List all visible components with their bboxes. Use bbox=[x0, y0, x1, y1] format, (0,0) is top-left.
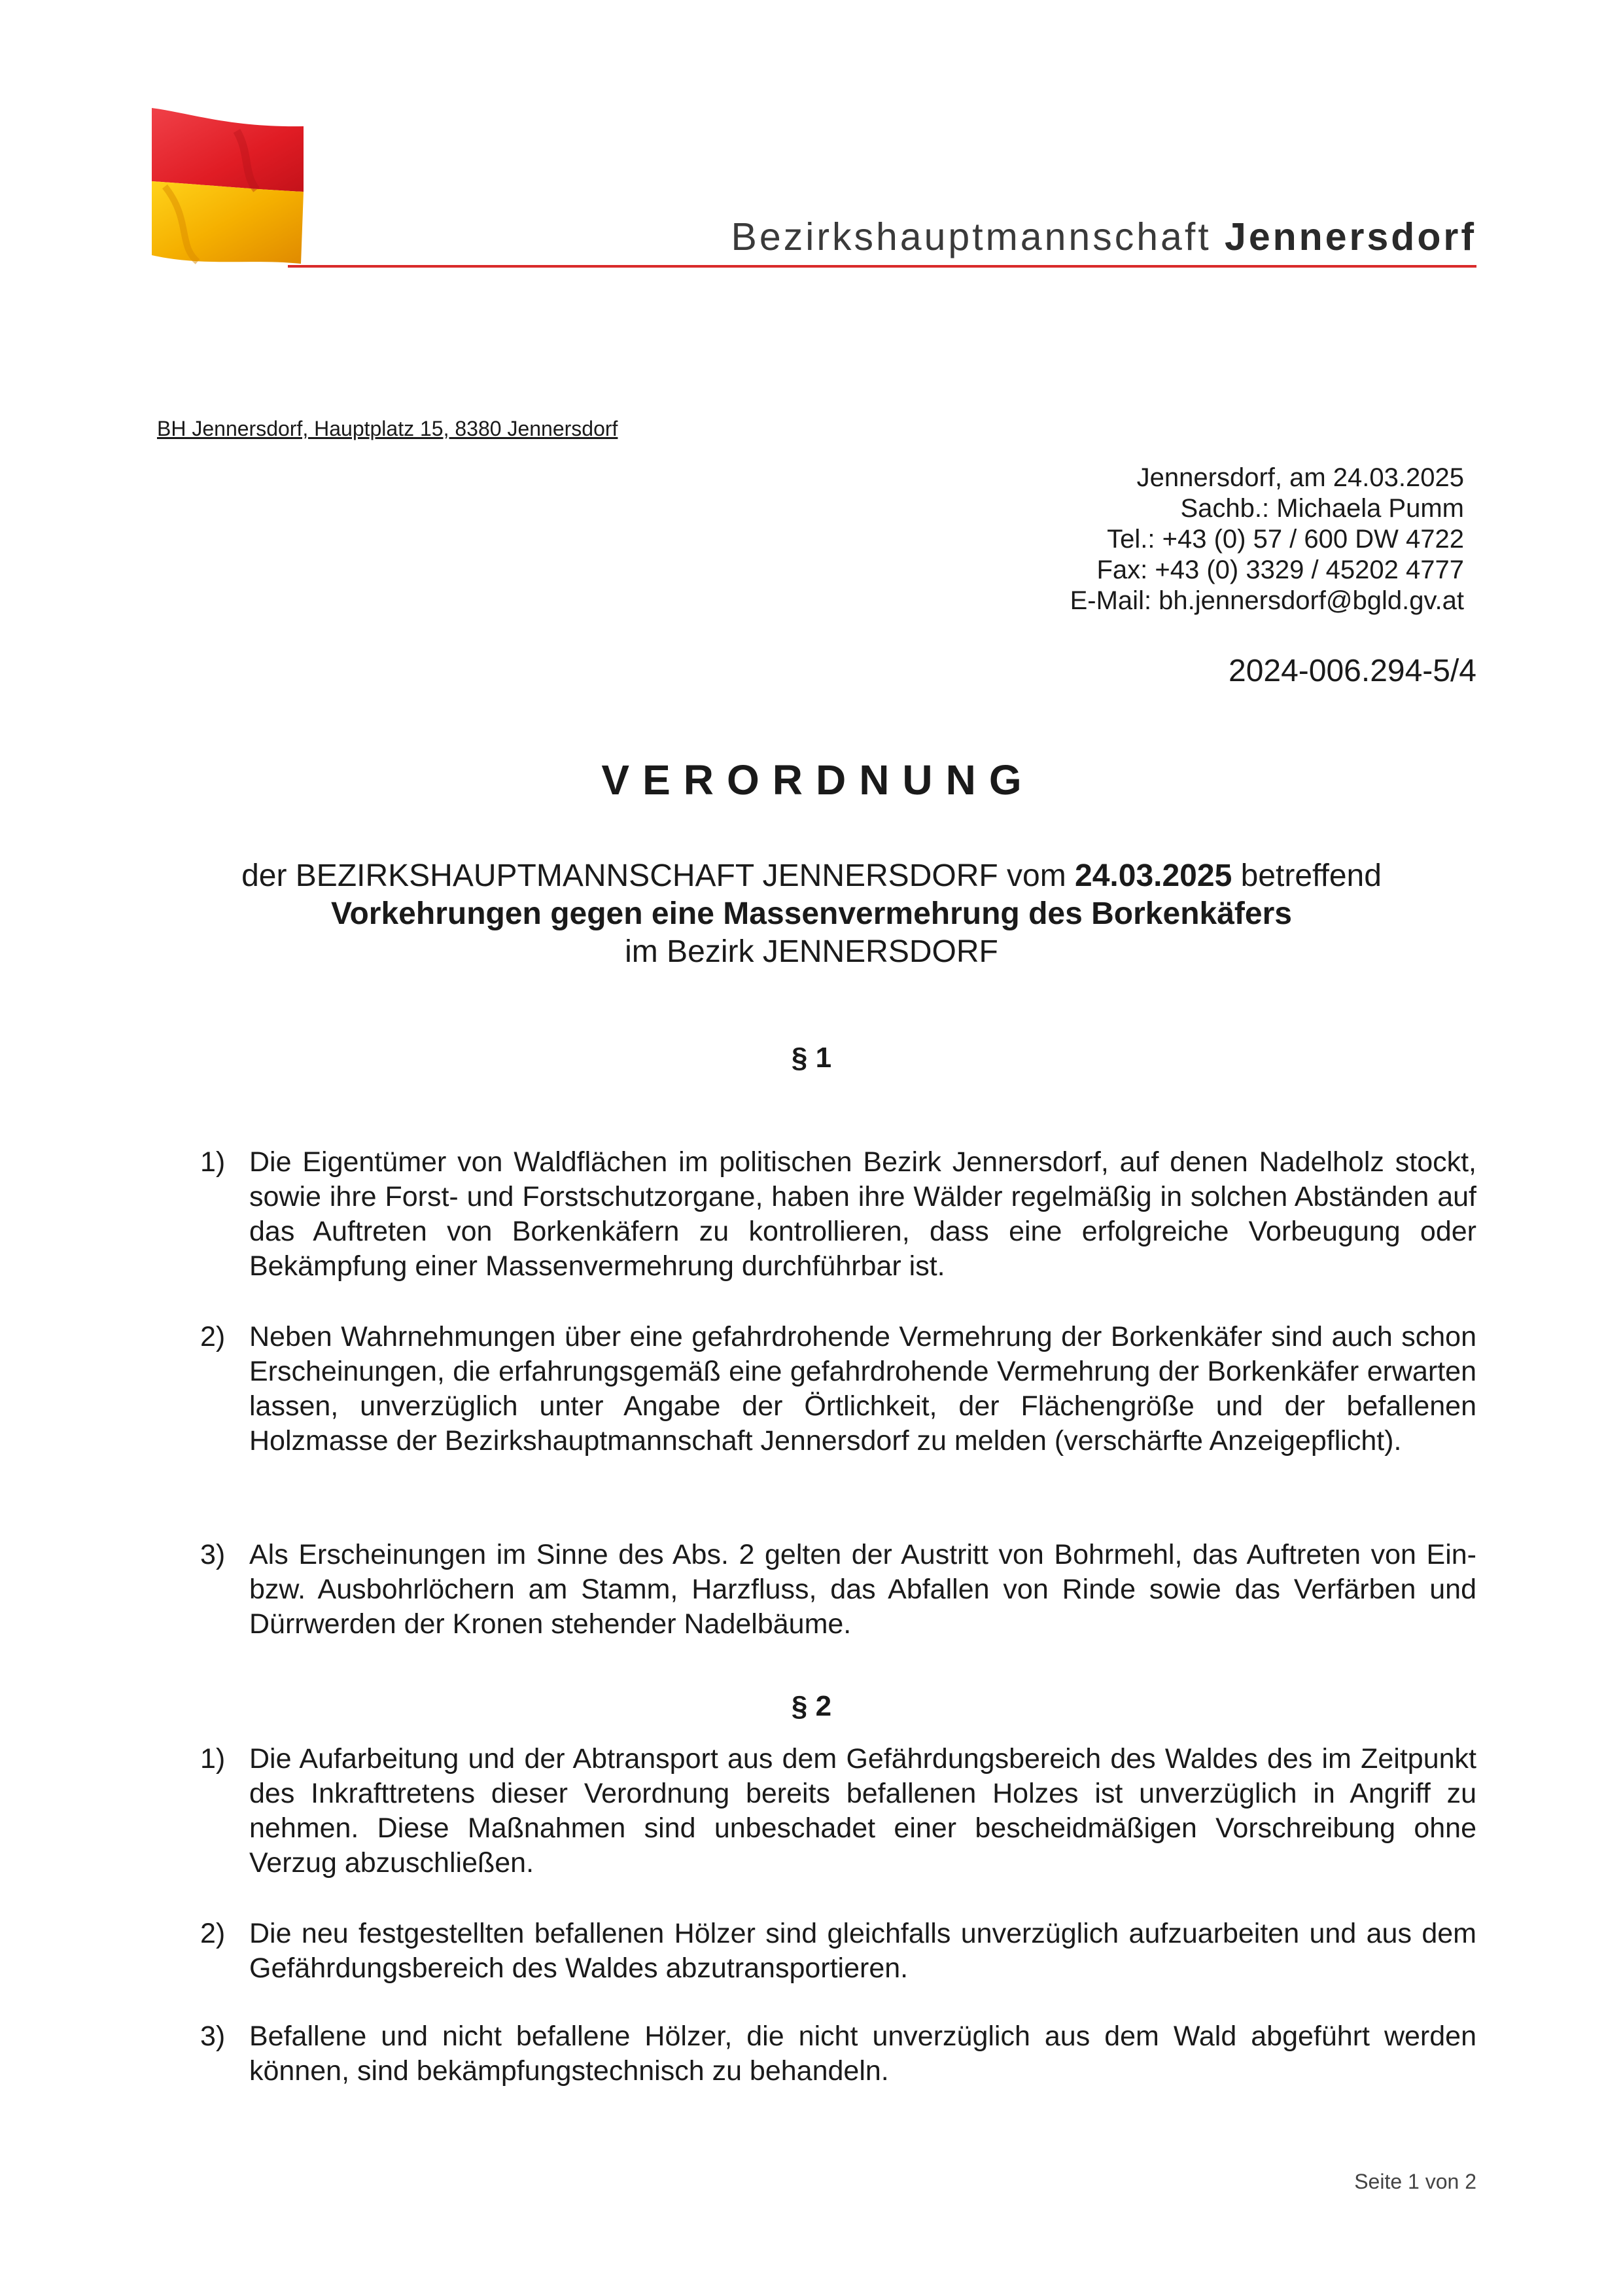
paragraph-2-1 bbox=[200, 1742, 1476, 1881]
document-title: VERORDNUNG bbox=[601, 756, 1035, 804]
subtitle-pre: der BEZIRKSHAUPTMANNSCHAFT JENNERSDORF vom bbox=[241, 858, 1075, 893]
paragraph-number: 2) bbox=[200, 1321, 226, 1352]
agency-name bbox=[731, 215, 1476, 259]
paragraph-number: 1) bbox=[200, 1743, 226, 1775]
burgenland-flag-icon bbox=[152, 108, 304, 267]
paragraph-text: Die Aufarbeitung und der Abtransport aus dem Gefährdungsbereich des Waldes des im Zeitpunkt des Inkrafttretens dieser Verordnung bereits befallenen Holzes ist unverzüglich in Angriff zu nehmen. Diese Maßnahmen sind unbeschadet einer bescheidmäßigen Vorschreibung ohne Verzug abzuschließen. bbox=[249, 1743, 1476, 1879]
sender-address: BH Jennersdorf, Hauptplatz 15, 8380 Jennersdorf bbox=[157, 417, 618, 440]
paragraph-1-3 bbox=[200, 1538, 1476, 1642]
paragraph-2-2 bbox=[200, 1916, 1476, 1986]
agency-name-bold: Jennersdorf bbox=[1225, 215, 1476, 258]
paragraph-number: 3) bbox=[200, 2021, 226, 2052]
section-heading-2: § 2 bbox=[791, 1690, 832, 1722]
subtitle bbox=[0, 857, 1623, 971]
subtitle-post: betreffend bbox=[1232, 858, 1382, 893]
paragraph-text: Als Erscheinungen im Sinne des Abs. 2 gelten der Austritt von Bohrmehl, das Auftreten von Ein- bzw. Ausbohrlöchern am Stamm, Harzfluss, das Abfallen von Rinde sowie das Verfärben und Dürrwerden der Kronen stehender Nadelbäume. bbox=[249, 1539, 1476, 1640]
section-heading-1: § 1 bbox=[791, 1042, 832, 1074]
contact-block bbox=[1070, 463, 1464, 616]
agency-name-regular: Bezirkshauptmannschaft bbox=[731, 215, 1212, 258]
paragraph-number: 2) bbox=[200, 1918, 226, 1949]
subtitle-date: 24.03.2025 bbox=[1075, 858, 1232, 893]
subtitle-line-1 bbox=[0, 857, 1623, 895]
officer: Sachb.: Michaela Pumm bbox=[1180, 494, 1464, 523]
paragraph-number: 1) bbox=[200, 1146, 226, 1178]
paragraph-text: Die neu festgestellten befallenen Hölzer sind gleichfalls unverzüglich aufzuarbeiten und aus dem Gefährdungsbereich des Waldes abzutransportieren. bbox=[249, 1918, 1476, 1984]
fax: Fax: +43 (0) 3329 / 45202 4777 bbox=[1096, 556, 1464, 584]
paragraph-text: Befallene und nicht befallene Hölzer, die nicht unverzüglich aus dem Wald abgeführt werden können, sind bekämpfungstechnisch zu behandeln. bbox=[249, 2021, 1476, 2087]
page-number: Seite 1 von 2 bbox=[1354, 2170, 1476, 2193]
reference-number: 2024-006.294-5/4 bbox=[1229, 654, 1476, 688]
header-rule bbox=[288, 265, 1476, 268]
paragraph-text: Neben Wahrnehmungen über eine gefahrdrohende Vermehrung der Borkenkäfer sind auch schon Erscheinungen, die erfahrungsgemäß eine gefahrdrohende Vermehrung der Borkenkäfer erwarten lassen, unverzüglich unter Angabe der Örtlichkeit, der Flächengröße und der befallenen Holzmasse der Bezirkshauptmannschaft Jennersdorf zu melden (verschärfte Anzeigepflicht). bbox=[249, 1321, 1476, 1457]
paragraph-1-2 bbox=[200, 1320, 1476, 1458]
paragraph-1-1 bbox=[200, 1145, 1476, 1284]
paragraph-text: Die Eigentümer von Waldflächen im politischen Bezirk Jennersdorf, auf denen Nadelholz stockt, sowie ihre Forst- und Forstschutzorgane, haben ihre Wälder regelmäßig in solchen Abständen auf das Auftreten von Borkenkäfern zu kontrollieren, dass eine erfolgreiche Vorbeugung oder Bekämpfung einer Massenvermehrung durchführbar ist. bbox=[249, 1146, 1476, 1282]
paragraph-2-3 bbox=[200, 2019, 1476, 2089]
email: E-Mail: bh.jennersdorf@bgld.gv.at bbox=[1070, 586, 1464, 615]
phone: Tel.: +43 (0) 57 / 600 DW 4722 bbox=[1107, 525, 1464, 554]
subtitle-line-2: Vorkehrungen gegen eine Massenvermehrung des Borkenkäfers bbox=[331, 896, 1292, 931]
paragraph-number: 3) bbox=[200, 1539, 226, 1570]
subtitle-line-3: im Bezirk JENNERSDORF bbox=[625, 934, 998, 969]
place-date: Jennersdorf, am 24.03.2025 bbox=[1136, 463, 1464, 492]
